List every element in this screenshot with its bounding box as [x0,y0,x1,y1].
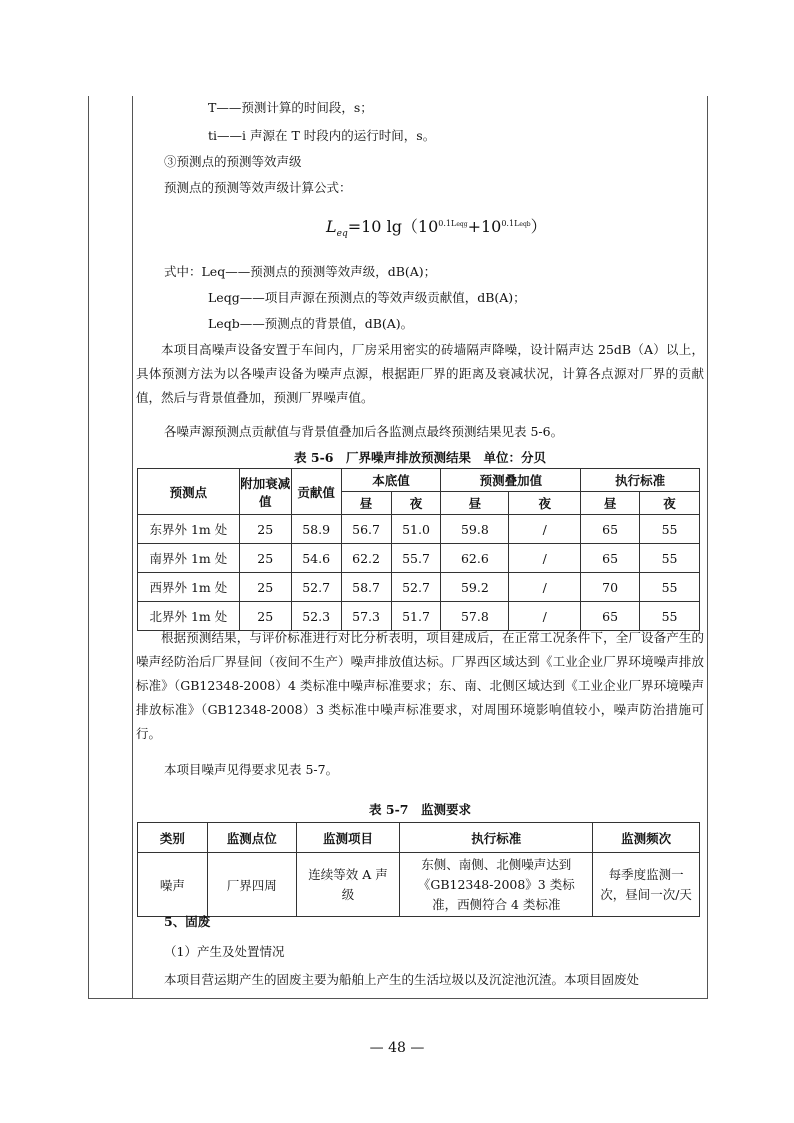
table-5-6-caption: 表 5-6 厂界噪声排放预测结果 单位：分贝 [294,450,546,465]
paragraph-solid-waste: 本项目营运期产生的固废主要为船舶上产生的生活垃圾以及沉淀池沉渣。本项目固废处 [164,972,640,987]
cell-sp-night: / [509,544,581,573]
cell-sp-day: 59.2 [441,573,509,602]
cell-sp-night: / [509,515,581,544]
subsection-1-heading: （1）产生及处置情况 [164,944,285,959]
cell-std-night: 55 [640,544,700,573]
table-5-7 [137,822,700,917]
leqb-definition: Leqb——预测点的背景值，dB(A)。 [208,316,414,331]
cell-bg-night: 51.7 [391,602,441,631]
formula-intro: 预测点的预测等效声级计算公式： [164,180,352,195]
page-number: — 48 — [369,1040,425,1056]
cell-bg-night: 55.7 [391,544,441,573]
where-leq: 式中：Leq——预测点的预测等效声级，dB(A)； [164,264,437,279]
cell-standard: 东侧、南侧、北侧噪声达到《GB12348-2008》3 类标准，西侧符合 4 类标准 [400,853,593,917]
cell-std-day: 65 [581,515,640,544]
paragraph-table-ref: 各噪声源预测点贡献值与背景值叠加后各监测点最终预测结果见表 5-6。 [164,424,564,439]
cell-reduction: 25 [239,544,291,573]
table-row [138,853,700,917]
paragraph-monitoring-ref: 本项目噪声见得要求见表 5-7。 [164,762,339,777]
table-5-7-caption: 表 5-7 监测要求 [369,802,471,817]
paragraph-sound-insulation: 本项目高噪声设备安置于车间内，厂房采用密实的砖墙隔声降噪，设计隔声达 25dB（A）以上，具体预测方法为以各噪声设备为噪声点源，根据距厂界的距离及衰减状况，计算各点源对厂界的贡献值，然后与背景值叠加，预测厂界噪声值。 [136,342,704,405]
cell-std-day: 70 [581,573,640,602]
cell-contrib: 52.3 [291,602,341,631]
table-row [138,515,700,544]
ti-definition: ti——i 声源在 T 时段内的运行时间，s。 [208,128,436,143]
header-std-night: 夜 [640,492,700,515]
section-3-heading: ③预测点的预测等效声级 [164,154,302,169]
cell-reduction: 25 [239,515,291,544]
header-category: 类别 [138,823,208,853]
cell-std-day: 65 [581,602,640,631]
header-superposed: 预测叠加值 [441,469,581,492]
cell-category: 噪声 [138,853,208,917]
cell-contrib: 58.9 [291,515,341,544]
table-5-6 [137,468,700,631]
cell-sp-day: 59.8 [441,515,509,544]
header-bg-day: 昼 [341,492,391,515]
header-bg-night: 夜 [391,492,441,515]
cell-std-night: 55 [640,515,700,544]
cell-sp-night: / [509,602,581,631]
header-background: 本底值 [341,469,441,492]
header-standard: 执行标准 [581,469,700,492]
table-row [138,544,700,573]
cell-contrib: 54.6 [291,544,341,573]
cell-std-night: 55 [640,573,700,602]
cell-frequency: 每季度监测一次，昼间一次/天 [593,853,700,917]
cell-reduction: 25 [239,602,291,631]
cell-contrib: 52.7 [291,573,341,602]
header-standard: 执行标准 [400,823,593,853]
cell-bg-night: 51.0 [391,515,441,544]
header-sp-night: 夜 [509,492,581,515]
cell-bg-night: 52.7 [391,573,441,602]
leq-formula: $L_{eq}=10$ $\lg(10^{0.1Leqg}+10^{0.1Leqb})$ [326,217,547,240]
section-5-heading: 5、固废 [164,914,211,929]
header-reduction: 附加衰减值 [239,469,291,515]
leqg-definition: Leqg——项目声源在预测点的等效声级贡献值，dB(A)； [208,290,526,305]
cell-std-night: 55 [640,602,700,631]
table-row [138,573,700,602]
header-item: 监测项目 [296,823,400,853]
cell-reduction: 25 [239,573,291,602]
cell-location: 厂界四周 [207,853,296,917]
cell-bg-day: 56.7 [341,515,391,544]
cell-bg-day: 58.7 [341,573,391,602]
cell-point: 北界外 1m 处 [138,602,240,631]
header-std-day: 昼 [581,492,640,515]
paragraph-conclusion: 根据预测结果，与评价标准进行对比分析表明，项目建成后，在正常工况条件下，全厂设备产生的噪声经防治后厂界昼间（夜间不生产）噪声排放值达标。厂界西区域达到《工业企业厂界环境噪声排放标准》（GB12348-2008）4 类标准中噪声标准要求；东、南、北侧区域达到《工业企业厂界环境噪声排放标准》（GB12348-2008）3 类标准中噪声标准要求，对周围环境影响值较小，噪声防治措施可行。 [136,630,704,741]
cell-point: 西界外 1m 处 [138,573,240,602]
cell-bg-day: 57.3 [341,602,391,631]
cell-std-day: 65 [581,544,640,573]
header-location: 监测点位 [207,823,296,853]
frame-divider [132,96,133,998]
cell-item: 连续等效 A 声级 [296,853,400,917]
cell-point: 南界外 1m 处 [138,544,240,573]
header-contrib: 贡献值 [291,469,341,515]
header-point: 预测点 [138,469,240,515]
cell-sp-day: 57.8 [441,602,509,631]
t-definition: T——预测计算的时间段，s； [208,100,373,115]
cell-bg-day: 62.2 [341,544,391,573]
cell-point: 东界外 1m 处 [138,515,240,544]
header-sp-day: 昼 [441,492,509,515]
header-frequency: 监测频次 [593,823,700,853]
cell-sp-day: 62.6 [441,544,509,573]
cell-sp-night: / [509,573,581,602]
